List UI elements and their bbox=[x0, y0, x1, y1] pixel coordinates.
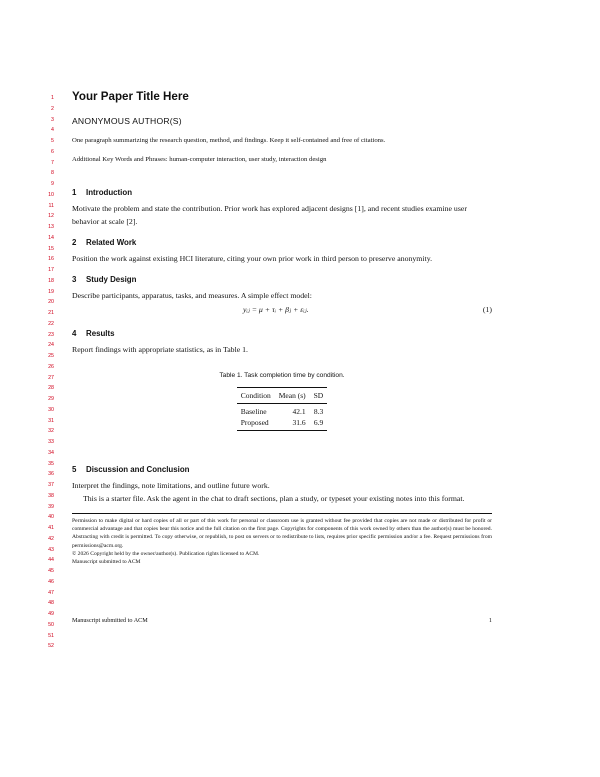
paper-title: Your Paper Title Here bbox=[72, 90, 189, 103]
section-text: Motivate the problem and state the contribution. Prior work has explored adjacent designs [1], and recent studies examine user behavior at scale [2]. bbox=[72, 204, 467, 226]
section-number: 1 bbox=[72, 188, 77, 197]
paper-content bbox=[72, 90, 492, 566]
line-number: 15 bbox=[48, 245, 54, 252]
table-header-row bbox=[237, 388, 327, 404]
line-number: 4 bbox=[51, 127, 54, 134]
line-number: 13 bbox=[48, 224, 54, 230]
line-number: 36 bbox=[48, 471, 54, 478]
section-title: Study Design bbox=[86, 275, 137, 284]
section-text: Report findings with appropriate statistics, as in Table 1. bbox=[72, 345, 249, 354]
line-number: 40 bbox=[48, 514, 54, 521]
line-number: 5 bbox=[51, 138, 54, 144]
table-header-cell: SD bbox=[310, 388, 328, 404]
line-number: 44 bbox=[48, 557, 54, 564]
line-number: 10 bbox=[48, 191, 54, 198]
line-number: 37 bbox=[48, 482, 54, 488]
section-title: Results bbox=[86, 329, 115, 338]
page-number: 1 bbox=[488, 617, 492, 624]
line-number: 17 bbox=[48, 267, 54, 273]
line-number: 29 bbox=[48, 396, 54, 402]
line-number: 16 bbox=[48, 256, 54, 263]
copyright-text: © 2026 Copyright held by the owner/author(s). Publication rights licensed to ACM. bbox=[72, 550, 260, 557]
line-number: 41 bbox=[48, 525, 54, 531]
line-number: 20 bbox=[48, 299, 54, 306]
section-title: Discussion and Conclusion bbox=[86, 465, 190, 474]
line-number: 18 bbox=[48, 277, 54, 284]
line-number: 27 bbox=[48, 374, 54, 381]
author-line: ANONYMOUS AUTHOR(S) bbox=[72, 116, 182, 126]
line-number: 28 bbox=[48, 385, 54, 392]
line-number: 19 bbox=[48, 288, 54, 295]
line-number: 38 bbox=[48, 492, 54, 499]
section-heading bbox=[72, 465, 492, 475]
line-number: 45 bbox=[48, 568, 54, 574]
section-text: Position the work against existing HCI literature, citing your own prior work in third person to preserve anonymity. bbox=[72, 254, 433, 263]
line-number: 35 bbox=[48, 460, 54, 467]
section-results bbox=[72, 329, 492, 431]
table-cell: 8.3 bbox=[313, 407, 324, 416]
equation-body: yᵢⱼ = μ + τᵢ + βⱼ + εᵢⱼ. bbox=[243, 305, 309, 314]
section-discussion bbox=[72, 465, 492, 505]
line-number: 42 bbox=[48, 535, 54, 542]
equation bbox=[72, 305, 492, 319]
line-number: 1 bbox=[51, 95, 54, 101]
line-number: 47 bbox=[48, 589, 54, 596]
line-number: 22 bbox=[48, 320, 54, 327]
table-cell: 31.6 bbox=[275, 417, 310, 431]
table-row bbox=[237, 404, 327, 418]
line-number: 34 bbox=[48, 449, 54, 456]
line-number: 26 bbox=[48, 363, 54, 370]
section-study-design bbox=[72, 275, 492, 319]
line-number: 23 bbox=[48, 331, 54, 338]
line-number: 11 bbox=[48, 202, 54, 209]
section-heading bbox=[72, 188, 492, 198]
line-number: 14 bbox=[48, 234, 54, 241]
table-caption: Table 1. Task completion time by condition. bbox=[219, 372, 345, 379]
section-text: This is a starter file. Ask the agent in the chat to draft sections, plan a study, or typeset your existing notes into this format. bbox=[83, 494, 465, 503]
results-table bbox=[237, 387, 327, 431]
submitted-text: Manuscript submitted to ACM bbox=[72, 559, 141, 566]
abstract: One paragraph summarizing the research question, method, and findings. Keep it self-contained and free of citations. bbox=[72, 137, 386, 144]
table-cell: Baseline bbox=[240, 407, 267, 416]
line-number: 32 bbox=[48, 428, 54, 435]
footnote-rule bbox=[72, 513, 492, 514]
equation-number: (1) bbox=[482, 305, 492, 314]
line-number: 25 bbox=[48, 353, 54, 359]
line-number: 39 bbox=[48, 503, 54, 510]
page-footer bbox=[72, 617, 492, 624]
line-number: 7 bbox=[51, 159, 54, 166]
line-number: 48 bbox=[48, 600, 54, 607]
table-row bbox=[237, 417, 327, 431]
keywords: Additional Key Words and Phrases: human-computer interaction, user study, interaction design bbox=[72, 156, 327, 163]
table-cell: 42.1 bbox=[292, 407, 306, 416]
table-cell: 6.9 bbox=[310, 417, 328, 431]
section-text: Interpret the findings, note limitations, and outline future work. bbox=[72, 481, 270, 490]
table-header-cell: Mean (s) bbox=[275, 388, 310, 404]
line-number: 30 bbox=[48, 406, 54, 413]
line-number: 6 bbox=[51, 148, 54, 155]
section-heading bbox=[72, 238, 492, 248]
permission-notice bbox=[72, 517, 492, 566]
section-introduction bbox=[72, 188, 492, 228]
table-header-cell: Condition bbox=[237, 388, 275, 404]
line-number: 21 bbox=[48, 310, 54, 316]
line-number: 31 bbox=[48, 417, 54, 424]
line-number: 49 bbox=[48, 611, 54, 617]
line-number: 43 bbox=[48, 546, 54, 553]
section-text: Describe participants, apparatus, tasks, and measures. A simple effect model: bbox=[72, 291, 312, 300]
section-title: Introduction bbox=[86, 188, 133, 197]
line-number: 50 bbox=[48, 621, 54, 628]
section-related-work bbox=[72, 238, 492, 265]
section-number: 5 bbox=[72, 465, 77, 474]
permission-text: Permission to make digital or hard copies of all or part of this work for personal or classroom use is granted without fee provided that copies are not made or distributed for profit or commercial advantage and that copies bear this notice and the full citation on the first page. Copyrights for components of this work owned by others than the author(s) must be honored. Abstracting with credit is permitted. To copy otherwise, or republish, to post on servers or to redistribute to lists, requires prior specific permission and/or a fee. Request permissions from permissions@acm.org. bbox=[72, 518, 492, 549]
section-number: 4 bbox=[72, 329, 77, 338]
line-number: 9 bbox=[51, 181, 54, 187]
table-cell: Proposed bbox=[237, 417, 275, 431]
line-number: 8 bbox=[51, 170, 54, 177]
footer-left: Manuscript submitted to ACM bbox=[72, 617, 148, 624]
line-number: 3 bbox=[51, 116, 54, 123]
section-heading bbox=[72, 329, 492, 339]
line-number: 24 bbox=[48, 342, 54, 349]
section-number: 3 bbox=[72, 275, 77, 284]
line-number: 33 bbox=[48, 439, 54, 445]
line-number: 52 bbox=[48, 643, 54, 650]
line-number: 46 bbox=[48, 578, 54, 585]
line-number: 51 bbox=[48, 632, 54, 639]
line-number: 12 bbox=[48, 213, 54, 220]
line-number: 2 bbox=[51, 105, 54, 112]
line-numbers bbox=[40, 93, 54, 652]
section-number: 2 bbox=[72, 238, 77, 247]
section-heading bbox=[72, 275, 492, 285]
section-title: Related Work bbox=[86, 238, 137, 247]
